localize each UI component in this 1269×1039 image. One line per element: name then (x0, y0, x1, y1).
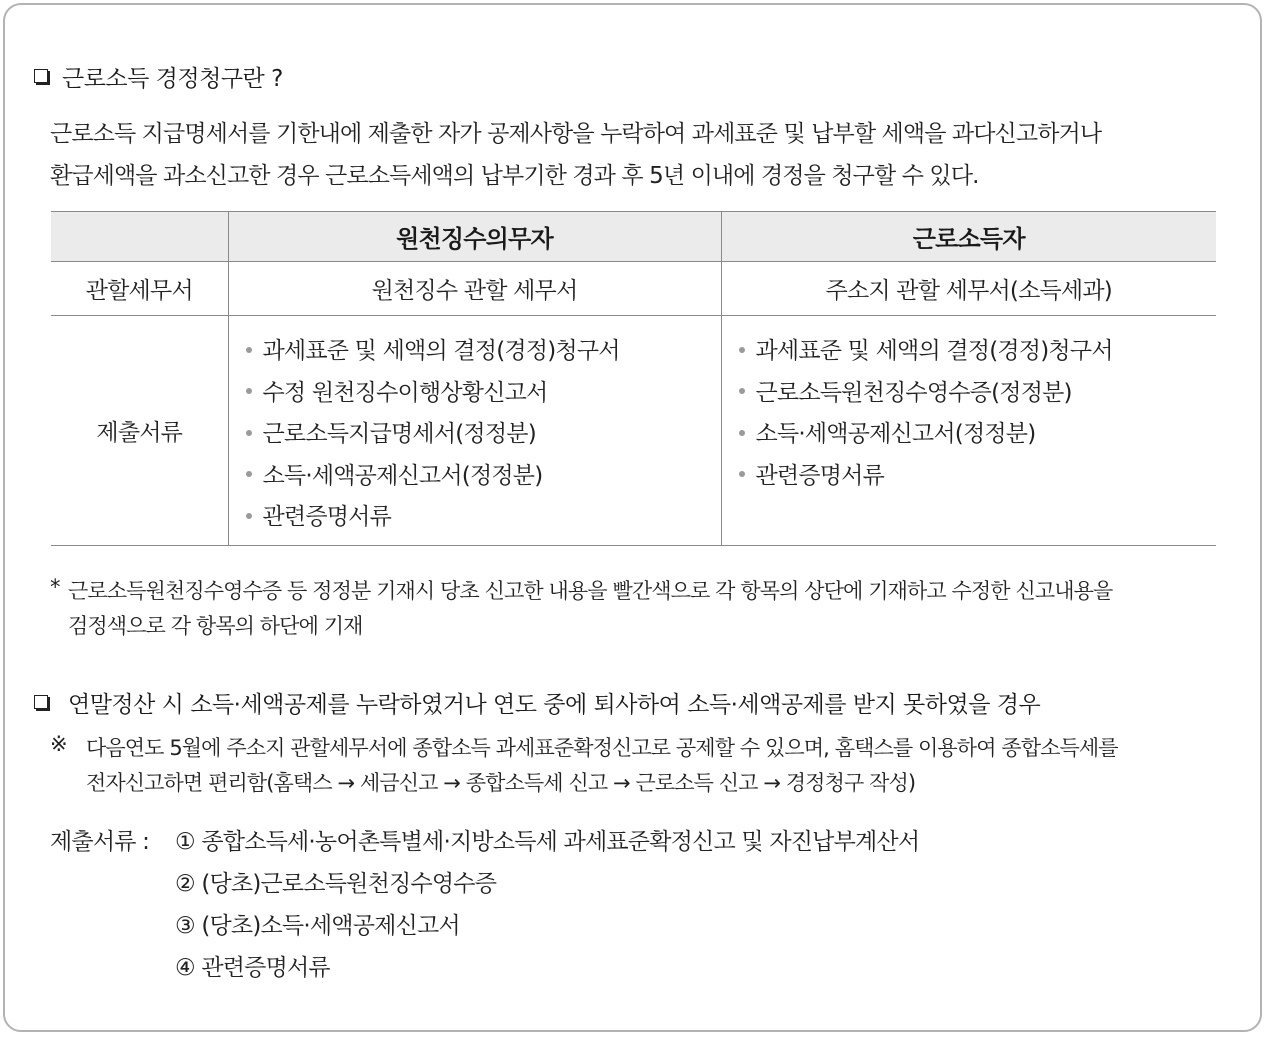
row-label-documents: 제출서류 (96, 420, 183, 446)
checkbox-bullet-icon (34, 69, 48, 83)
list-item: ④ 관련증명서류 (175, 955, 330, 981)
table-header-withholder: 원천징수의무자 (228, 212, 721, 262)
list-item: ① 종합소득세·농어촌특별세·지방소득세 과세표준확정신고 및 자진납부계산서 (175, 829, 920, 855)
bullet-dot-icon (739, 471, 745, 477)
comparison-table (51, 211, 1216, 546)
list-item: 소득·세액공제신고서(정정분) (739, 414, 1217, 456)
section2-docs-label: 제출서류 : (50, 829, 150, 855)
list-item: 과세표준 및 세액의 결정(경정)청구서 (739, 331, 1217, 373)
list-item: 소득·세액공제신고서(정정분) (246, 456, 721, 498)
table-header-earner: 근로소득자 (721, 212, 1216, 262)
bullet-dot-icon (739, 388, 745, 394)
table-row-tax-office (51, 262, 1216, 316)
bullet-dot-icon (739, 430, 745, 436)
bullet-dot-icon (246, 471, 252, 477)
list-item: 근로소득원천징수영수증(정정분) (739, 373, 1217, 415)
section1-body-line2: 환급세액을 과소신고한 경우 근로소득세액의 납부기한 경과 후 5년 이내에 경정을 청구할 수 있다. (50, 163, 979, 189)
bullet-dot-icon (246, 430, 252, 436)
bullet-dot-icon (739, 347, 745, 353)
section1-title: 근로소득 경정청구란 ? (62, 66, 283, 92)
row-label-tax-office: 관할세무서 (85, 278, 193, 304)
list-item: 근로소득지급명세서(정정분) (246, 414, 721, 456)
earner-tax-office: 주소지 관할 세무서(소득세과) (721, 262, 1216, 316)
list-item: 과세표준 및 세액의 결정(경정)청구서 (246, 331, 721, 373)
list-item: 관련증명서류 (739, 456, 1217, 498)
withholder-documents-list (229, 331, 721, 539)
checkbox-bullet-icon (34, 695, 48, 709)
footnote-line2: 검정색으로 각 항목의 하단에 기재 (68, 614, 363, 638)
table-header-empty (51, 212, 228, 262)
bullet-dot-icon (246, 388, 252, 394)
bullet-dot-icon (246, 347, 252, 353)
footnote-line1: 근로소득원천징수영수증 등 정정분 기재시 당초 신고한 내용을 빨간색으로 각 항목의 상단에 기재하고 수정한 신고내용을 (68, 579, 1113, 603)
list-item: 수정 원천징수이행상황신고서 (246, 373, 721, 415)
list-item: ③ (당초)소득·세액공제신고서 (175, 913, 460, 939)
table-header-row (51, 212, 1216, 262)
list-item: ② (당초)근로소득원천징수영수증 (175, 871, 497, 897)
earner-documents-cell (721, 316, 1216, 546)
withholder-documents-cell (228, 316, 721, 546)
section2-note-line2: 전자신고하면 편리함(홈택스 → 세금신고 → 종합소득세 신고 → 근로소득 신고 → 경정청구 작성) (86, 771, 916, 795)
earner-documents-list (722, 331, 1217, 497)
table-row-documents (51, 316, 1216, 546)
section2-note-mark: ※ (50, 732, 67, 756)
footnote-mark: * (50, 575, 60, 599)
list-item: 관련증명서류 (246, 497, 721, 539)
bullet-dot-icon (246, 513, 252, 519)
section2-note-line1: 다음연도 5월에 주소지 관할세무서에 종합소득 과세표준확정신고로 공제할 수 있으며, 홈택스를 이용하여 종합소득세를 (86, 736, 1118, 760)
withholder-tax-office: 원천징수 관할 세무서 (228, 262, 721, 316)
section1-body-line1: 근로소득 지급명세서를 기한내에 제출한 자가 공제사항을 누락하여 과세표준 및 납부할 세액을 과다신고하거나 (50, 121, 1102, 147)
section2-title: 연말정산 시 소득·세액공제를 누락하였거나 연도 중에 퇴사하여 소득·세액공제를 받지 못하였을 경우 (68, 692, 1041, 718)
